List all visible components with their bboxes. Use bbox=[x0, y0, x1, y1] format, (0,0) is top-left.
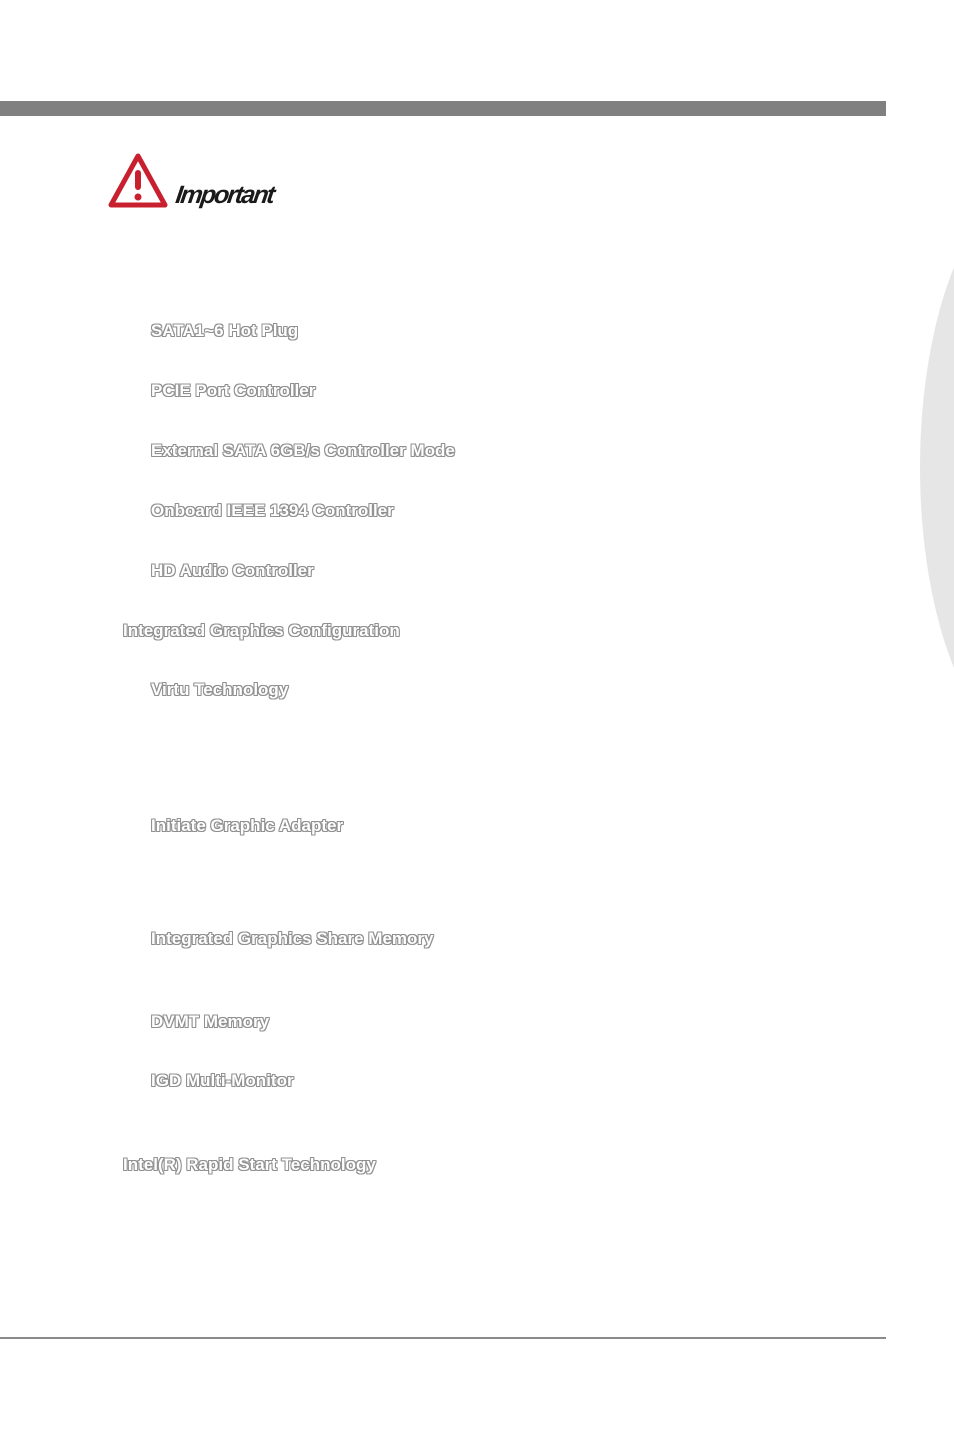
item-rapid-start-technology: Intel(R) Rapid Start Technology bbox=[123, 1155, 376, 1174]
header-bar bbox=[0, 101, 886, 116]
warning-triangle-icon bbox=[107, 152, 169, 210]
item-integrated-graphics-config: Integrated Graphics Configuration bbox=[123, 621, 400, 640]
item-dvmt-memory: DVMT Memory bbox=[151, 1012, 270, 1031]
item-pcie-port-controller: PCIE Port Controller bbox=[151, 381, 316, 400]
item-igd-share-memory: Integrated Graphics Share Memory bbox=[151, 929, 434, 948]
item-igd-multi-monitor: IGD Multi-Monitor bbox=[151, 1071, 294, 1090]
item-onboard-ieee1394: Onboard IEEE 1394 Controller bbox=[151, 501, 394, 520]
item-external-sata-mode: External SATA 6GB/s Controller Mode bbox=[151, 441, 455, 460]
item-sata-hot-plug: SATA1~6 Hot Plug bbox=[151, 321, 299, 340]
item-hd-audio-controller: HD Audio Controller bbox=[151, 561, 314, 580]
important-heading: Important bbox=[173, 181, 276, 209]
item-virtu-technology: Virtu Technology bbox=[151, 680, 289, 699]
footer-rule bbox=[0, 1337, 886, 1339]
item-initiate-graphic-adapter: Initiate Graphic Adapter bbox=[151, 816, 344, 835]
side-tab bbox=[920, 180, 954, 755]
